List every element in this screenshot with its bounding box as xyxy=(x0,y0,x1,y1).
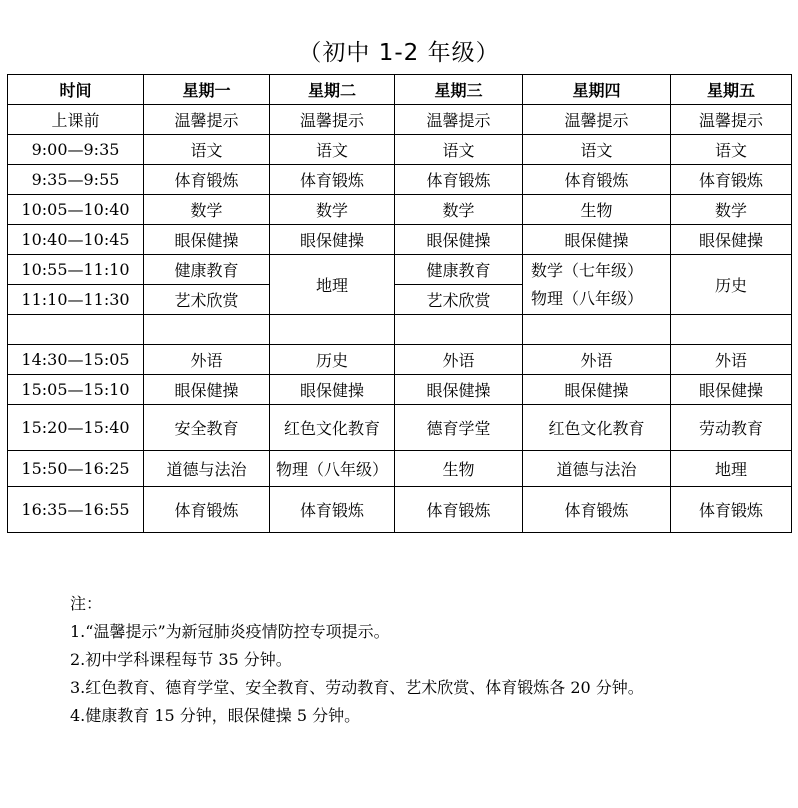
table-row xyxy=(8,105,792,135)
schedule-table xyxy=(7,74,792,533)
header-wednesday: 星期三 xyxy=(395,75,523,105)
tuesday-cell: 历史 xyxy=(270,345,395,375)
wednesday-cell: 数学 xyxy=(395,195,523,225)
table-row xyxy=(8,345,792,375)
blank-row xyxy=(8,315,792,345)
time-cell: 14:30—15:05 xyxy=(8,345,144,375)
monday-cell: 数学 xyxy=(144,195,270,225)
wednesday-cell: 德育学堂 xyxy=(395,405,523,451)
time-cell: 9:00—9:35 xyxy=(8,135,144,165)
wednesday-cell: 体育锻炼 xyxy=(395,165,523,195)
notes-heading: 注： xyxy=(70,594,103,613)
thursday-cell: 生物 xyxy=(523,195,671,225)
tuesday-cell: 体育锻炼 xyxy=(270,165,395,195)
thursday-cell: 外语 xyxy=(523,345,671,375)
tuesday-cell: 语文 xyxy=(270,135,395,165)
friday-cell: 温馨提示 xyxy=(671,105,792,135)
monday-cell: 安全教育 xyxy=(144,405,270,451)
table-row xyxy=(8,165,792,195)
blank-cell xyxy=(395,315,523,345)
wednesday-cell: 外语 xyxy=(395,345,523,375)
tuesday-cell: 物理（八年级） xyxy=(270,451,395,487)
friday-cell: 眼保健操 xyxy=(671,375,792,405)
thursday-cell: 道德与法治 xyxy=(523,451,671,487)
monday-cell: 眼保健操 xyxy=(144,225,270,255)
table-row xyxy=(8,135,792,165)
monday-cell: 体育锻炼 xyxy=(144,487,270,533)
time-cell: 9:35—9:55 xyxy=(8,165,144,195)
wednesday-cell: 生物 xyxy=(395,451,523,487)
thursday-merged-cell xyxy=(523,255,671,315)
thursday-cell: 体育锻炼 xyxy=(523,487,671,533)
blank-cell xyxy=(270,315,395,345)
blank-cell xyxy=(144,315,270,345)
friday-cell: 语文 xyxy=(671,135,792,165)
table-row xyxy=(8,195,792,225)
header-row xyxy=(8,75,792,105)
friday-merged-cell: 历史 xyxy=(671,255,792,315)
table-row xyxy=(8,405,792,451)
blank-cell xyxy=(8,315,144,345)
thursday-line-grade7: 数学（七年级） xyxy=(531,260,644,280)
tuesday-cell: 温馨提示 xyxy=(270,105,395,135)
page-title: （初中 1-2 年级） xyxy=(298,40,500,66)
header-friday: 星期五 xyxy=(671,75,792,105)
monday-cell: 体育锻炼 xyxy=(144,165,270,195)
blank-cell xyxy=(671,315,792,345)
thursday-cell: 体育锻炼 xyxy=(523,165,671,195)
monday-cell: 外语 xyxy=(144,345,270,375)
monday-cell: 眼保健操 xyxy=(144,375,270,405)
wednesday-cell: 温馨提示 xyxy=(395,105,523,135)
tuesday-cell: 眼保健操 xyxy=(270,375,395,405)
header-monday: 星期一 xyxy=(144,75,270,105)
note-item: 4.健康教育 15 分钟，眼保健操 5 分钟。 xyxy=(70,706,361,725)
thursday-cell: 眼保健操 xyxy=(523,375,671,405)
tuesday-cell: 红色文化教育 xyxy=(270,405,395,451)
time-cell: 10:40—10:45 xyxy=(8,225,144,255)
tuesday-cell: 数学 xyxy=(270,195,395,225)
note-item: 2.初中学科课程每节 35 分钟。 xyxy=(70,650,292,669)
table-row xyxy=(8,451,792,487)
note-item: 1.“温馨提示”为新冠肺炎疫情防控专项提示。 xyxy=(70,622,390,641)
time-cell: 10:05—10:40 xyxy=(8,195,144,225)
header-tuesday: 星期二 xyxy=(270,75,395,105)
table-row xyxy=(8,225,792,255)
note-item: 3.红色教育、德育学堂、安全教育、劳动教育、艺术欣赏、体育锻炼各 20 分钟。 xyxy=(70,678,644,697)
wednesday-cell: 眼保健操 xyxy=(395,225,523,255)
time-cell: 10:55—11:10 xyxy=(8,255,144,285)
tuesday-cell: 眼保健操 xyxy=(270,225,395,255)
time-cell: 15:05—15:10 xyxy=(8,375,144,405)
time-cell: 15:20—15:40 xyxy=(8,405,144,451)
wednesday-cell: 体育锻炼 xyxy=(395,487,523,533)
wednesday-cell: 艺术欣赏 xyxy=(395,285,523,315)
friday-cell: 体育锻炼 xyxy=(671,165,792,195)
table-row xyxy=(8,487,792,533)
header-time: 时间 xyxy=(8,75,144,105)
table-row xyxy=(8,375,792,405)
friday-cell: 眼保健操 xyxy=(671,225,792,255)
friday-cell: 外语 xyxy=(671,345,792,375)
monday-cell: 温馨提示 xyxy=(144,105,270,135)
time-cell: 上课前 xyxy=(8,105,144,135)
header-thursday: 星期四 xyxy=(523,75,671,105)
thursday-cell: 温馨提示 xyxy=(523,105,671,135)
notes-section xyxy=(28,590,776,730)
wednesday-cell: 健康教育 xyxy=(395,255,523,285)
monday-cell: 健康教育 xyxy=(144,255,270,285)
friday-cell: 数学 xyxy=(671,195,792,225)
tuesday-cell: 体育锻炼 xyxy=(270,487,395,533)
monday-cell: 道德与法治 xyxy=(144,451,270,487)
thursday-cell: 语文 xyxy=(523,135,671,165)
time-cell: 16:35—16:55 xyxy=(8,487,144,533)
table-row xyxy=(8,255,792,285)
tuesday-merged-cell: 地理 xyxy=(270,255,395,315)
thursday-cell: 眼保健操 xyxy=(523,225,671,255)
monday-cell: 语文 xyxy=(144,135,270,165)
blank-cell xyxy=(523,315,671,345)
friday-cell: 劳动教育 xyxy=(671,405,792,451)
wednesday-cell: 语文 xyxy=(395,135,523,165)
thursday-line-grade8: 物理（八年级） xyxy=(531,288,644,308)
time-cell: 15:50—16:25 xyxy=(8,451,144,487)
monday-cell: 艺术欣赏 xyxy=(144,285,270,315)
wednesday-cell: 眼保健操 xyxy=(395,375,523,405)
time-cell: 11:10—11:30 xyxy=(8,285,144,315)
friday-cell: 地理 xyxy=(671,451,792,487)
thursday-cell: 红色文化教育 xyxy=(523,405,671,451)
friday-cell: 体育锻炼 xyxy=(671,487,792,533)
